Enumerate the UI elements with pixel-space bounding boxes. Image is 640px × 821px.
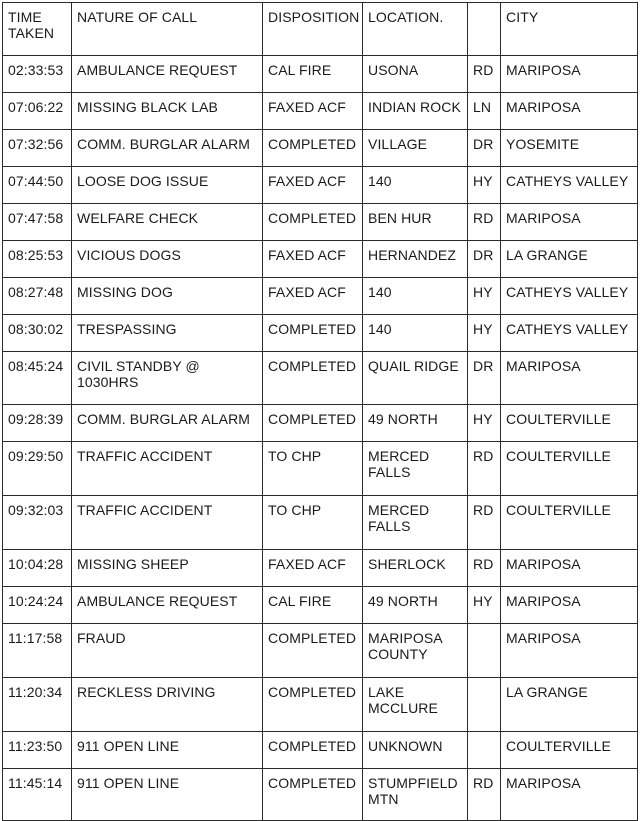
- table-row: [3, 442, 638, 496]
- nature-cell: TRESPASSING: [72, 315, 263, 352]
- street-suffix-cell: HY: [468, 167, 501, 204]
- city-cell: MARIPOSA: [501, 587, 638, 624]
- disposition-cell: COMPLETED: [263, 678, 363, 732]
- nature-cell: FRAUD: [72, 624, 263, 678]
- city-cell: MARIPOSA: [501, 769, 638, 821]
- table-row: [3, 56, 638, 93]
- location-cell: SHERLOCK: [363, 550, 468, 587]
- street-suffix-cell: DR: [468, 352, 501, 405]
- header-row: [3, 3, 638, 56]
- location-cell: INDIAN ROCK: [363, 93, 468, 130]
- disposition-cell: COMPLETED: [263, 769, 363, 821]
- table-row: [3, 405, 638, 442]
- header-location: LOCATION.: [363, 3, 468, 56]
- nature-cell: 911 OPEN LINE: [72, 769, 263, 821]
- time-cell: 08:45:24: [3, 352, 72, 405]
- street-suffix-cell: RD: [468, 204, 501, 241]
- disposition-cell: FAXED ACF: [263, 167, 363, 204]
- table-row: [3, 167, 638, 204]
- street-suffix-cell: RD: [468, 769, 501, 821]
- header-nature-of-call: NATURE OF CALL: [72, 3, 263, 56]
- time-cell: 11:45:14: [3, 769, 72, 821]
- nature-cell: AMBULANCE REQUEST: [72, 56, 263, 93]
- call-log-body: [3, 3, 638, 821]
- city-cell: COULTERVILLE: [501, 442, 638, 496]
- nature-cell: CIVIL STANDBY @ 1030HRS: [72, 352, 263, 405]
- city-cell: CATHEYS VALLEY: [501, 167, 638, 204]
- time-cell: 08:30:02: [3, 315, 72, 352]
- disposition-cell: FAXED ACF: [263, 278, 363, 315]
- street-suffix-cell: HY: [468, 405, 501, 442]
- disposition-cell: COMPLETED: [263, 732, 363, 769]
- header-time-taken: TIME TAKEN: [3, 3, 72, 56]
- time-cell: 10:04:28: [3, 550, 72, 587]
- city-cell: YOSEMITE: [501, 130, 638, 167]
- location-cell: MARIPOSA COUNTY: [363, 624, 468, 678]
- city-cell: CATHEYS VALLEY: [501, 315, 638, 352]
- city-cell: MARIPOSA: [501, 352, 638, 405]
- disposition-cell: FAXED ACF: [263, 93, 363, 130]
- location-cell: 140: [363, 315, 468, 352]
- street-suffix-cell: DR: [468, 130, 501, 167]
- city-cell: LA GRANGE: [501, 678, 638, 732]
- nature-cell: TRAFFIC ACCIDENT: [72, 496, 263, 550]
- time-cell: 07:32:56: [3, 130, 72, 167]
- call-log-table: [2, 2, 638, 821]
- disposition-cell: COMPLETED: [263, 624, 363, 678]
- disposition-cell: TO CHP: [263, 442, 363, 496]
- time-cell: 07:47:58: [3, 204, 72, 241]
- location-cell: 49 NORTH: [363, 587, 468, 624]
- header-disposition: DISPOSITION: [263, 3, 363, 56]
- location-cell: MERCED FALLS: [363, 442, 468, 496]
- time-cell: 07:06:22: [3, 93, 72, 130]
- time-cell: 11:20:34: [3, 678, 72, 732]
- street-suffix-cell: RD: [468, 56, 501, 93]
- table-row: [3, 204, 638, 241]
- time-cell: 07:44:50: [3, 167, 72, 204]
- location-cell: UNKNOWN: [363, 732, 468, 769]
- time-cell: 09:28:39: [3, 405, 72, 442]
- disposition-cell: COMPLETED: [263, 352, 363, 405]
- nature-cell: MISSING DOG: [72, 278, 263, 315]
- city-cell: CATHEYS VALLEY: [501, 278, 638, 315]
- disposition-cell: CAL FIRE: [263, 56, 363, 93]
- city-cell: COULTERVILLE: [501, 496, 638, 550]
- city-cell: MARIPOSA: [501, 93, 638, 130]
- location-cell: QUAIL RIDGE: [363, 352, 468, 405]
- street-suffix-cell: [468, 732, 501, 769]
- disposition-cell: COMPLETED: [263, 405, 363, 442]
- city-cell: LA GRANGE: [501, 241, 638, 278]
- time-cell: 11:17:58: [3, 624, 72, 678]
- disposition-cell: CAL FIRE: [263, 587, 363, 624]
- location-cell: MERCED FALLS: [363, 496, 468, 550]
- table-row: [3, 769, 638, 821]
- table-row: [3, 352, 638, 405]
- street-suffix-cell: HY: [468, 315, 501, 352]
- street-suffix-cell: RD: [468, 442, 501, 496]
- nature-cell: AMBULANCE REQUEST: [72, 587, 263, 624]
- nature-cell: LOOSE DOG ISSUE: [72, 167, 263, 204]
- nature-cell: VICIOUS DOGS: [72, 241, 263, 278]
- location-cell: HERNANDEZ: [363, 241, 468, 278]
- nature-cell: 911 OPEN LINE: [72, 732, 263, 769]
- nature-cell: COMM. BURGLAR ALARM: [72, 130, 263, 167]
- city-cell: COULTERVILLE: [501, 405, 638, 442]
- table-row: [3, 278, 638, 315]
- location-cell: LAKE MCCLURE: [363, 678, 468, 732]
- table-row: [3, 315, 638, 352]
- nature-cell: COMM. BURGLAR ALARM: [72, 405, 263, 442]
- time-cell: 09:29:50: [3, 442, 72, 496]
- disposition-cell: COMPLETED: [263, 204, 363, 241]
- nature-cell: MISSING SHEEP: [72, 550, 263, 587]
- street-suffix-cell: DR: [468, 241, 501, 278]
- city-cell: MARIPOSA: [501, 550, 638, 587]
- table-row: [3, 93, 638, 130]
- table-row: [3, 550, 638, 587]
- table-row: [3, 241, 638, 278]
- street-suffix-cell: [468, 624, 501, 678]
- street-suffix-cell: RD: [468, 550, 501, 587]
- location-cell: VILLAGE: [363, 130, 468, 167]
- table-row: [3, 678, 638, 732]
- nature-cell: WELFARE CHECK: [72, 204, 263, 241]
- nature-cell: RECKLESS DRIVING: [72, 678, 263, 732]
- nature-cell: TRAFFIC ACCIDENT: [72, 442, 263, 496]
- disposition-cell: FAXED ACF: [263, 550, 363, 587]
- disposition-cell: COMPLETED: [263, 130, 363, 167]
- header-street-suffix: [468, 3, 501, 56]
- disposition-cell: TO CHP: [263, 496, 363, 550]
- street-suffix-cell: RD: [468, 496, 501, 550]
- location-cell: USONA: [363, 56, 468, 93]
- location-cell: BEN HUR: [363, 204, 468, 241]
- table-row: [3, 130, 638, 167]
- table-row: [3, 624, 638, 678]
- city-cell: MARIPOSA: [501, 624, 638, 678]
- location-cell: 140: [363, 278, 468, 315]
- street-suffix-cell: LN: [468, 93, 501, 130]
- location-cell: 140: [363, 167, 468, 204]
- city-cell: MARIPOSA: [501, 204, 638, 241]
- time-cell: 11:23:50: [3, 732, 72, 769]
- location-cell: STUMPFIELD MTN: [363, 769, 468, 821]
- disposition-cell: FAXED ACF: [263, 241, 363, 278]
- table-row: [3, 732, 638, 769]
- nature-cell: MISSING BLACK LAB: [72, 93, 263, 130]
- header-city: CITY: [501, 3, 638, 56]
- time-cell: 10:24:24: [3, 587, 72, 624]
- table-row: [3, 496, 638, 550]
- location-cell: 49 NORTH: [363, 405, 468, 442]
- street-suffix-cell: HY: [468, 278, 501, 315]
- city-cell: COULTERVILLE: [501, 732, 638, 769]
- time-cell: 08:27:48: [3, 278, 72, 315]
- city-cell: MARIPOSA: [501, 56, 638, 93]
- time-cell: 02:33:53: [3, 56, 72, 93]
- disposition-cell: COMPLETED: [263, 315, 363, 352]
- time-cell: 09:32:03: [3, 496, 72, 550]
- time-cell: 08:25:53: [3, 241, 72, 278]
- street-suffix-cell: HY: [468, 587, 501, 624]
- table-row: [3, 587, 638, 624]
- street-suffix-cell: [468, 678, 501, 732]
